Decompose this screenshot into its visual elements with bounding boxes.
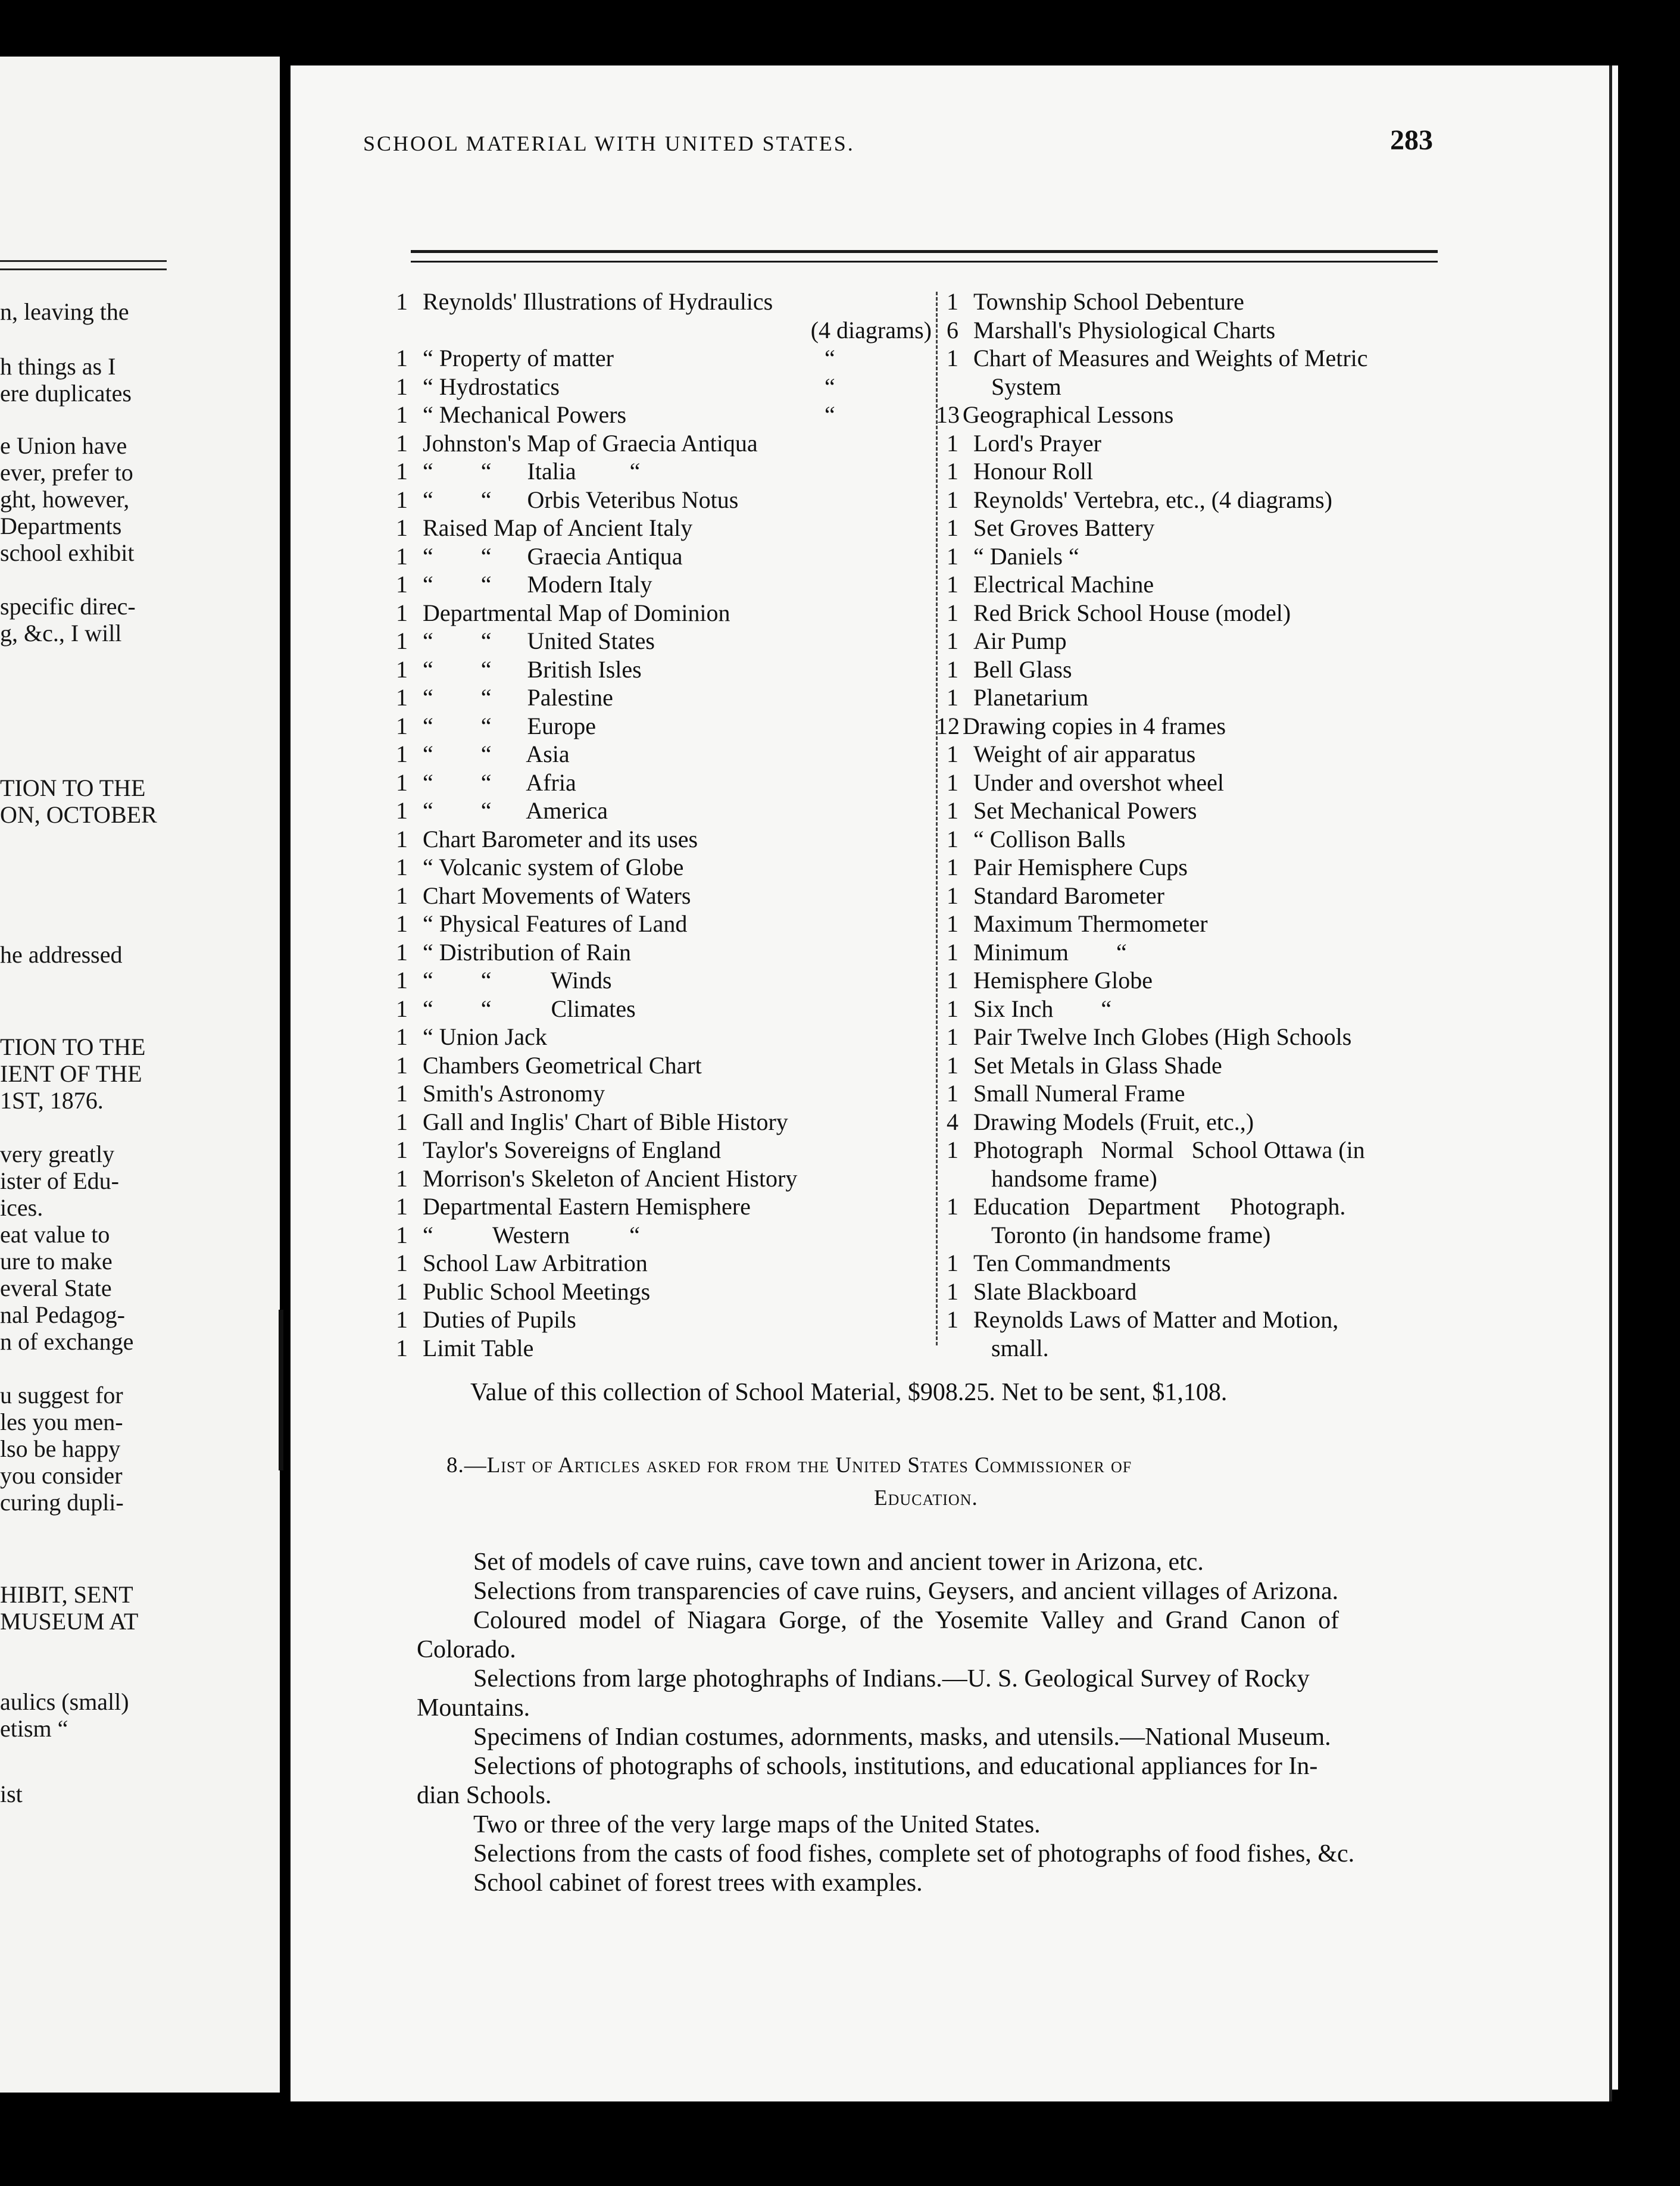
left-page-fragment: ist [0,1781,23,1807]
item-description: “ “ Europe [423,712,597,739]
item-line [947,853,1368,882]
item-description: “ “ Italia “ [423,458,641,485]
item-quantity: 1 [396,429,408,457]
item-quantity: 1 [947,967,958,994]
item-line [947,486,1368,514]
item-description: Limit Table [423,1334,534,1361]
left-page-fragment: specific direc- [0,593,136,620]
ditto-mark: “ [825,373,835,400]
item-quantity: 1 [396,571,408,598]
item-description: Under and overshot wheel [973,769,1224,796]
item-quantity: 1 [947,458,958,485]
item-description: Taylor's Sovereigns of England [423,1136,721,1163]
item-description: “ “ Palestine [423,684,613,711]
item-quantity: 1 [396,967,408,994]
item-description: Reynolds' Illustrations of Hydraulics [423,288,773,315]
item-quantity: 13 [936,401,960,428]
item-line [947,1249,1368,1278]
item-description: Education Department Photograph. [973,1193,1346,1220]
item-quantity: 1 [947,599,958,626]
item-description: Small Numeral Frame [973,1080,1185,1107]
left-item-column [396,288,932,1362]
left-page-fragment: MUSEUM AT [0,1608,139,1635]
item-quantity: 1 [947,1250,958,1276]
item-description: Chart of Measures and Weights of Metric [973,345,1368,371]
item-line [947,570,1368,599]
item-quantity: 1 [947,797,958,824]
paragraph-line: dian Schools. [417,1782,552,1809]
item-line [396,1136,932,1164]
gutter-mark [279,1310,283,1470]
item-line [947,797,1368,825]
item-description: Duties of Pupils [423,1306,576,1333]
paragraph-line: Selections from transparencies of cave ruins, Geysers, and ancient villages of Arizona. [473,1578,1339,1605]
item-line [396,1023,932,1051]
item-line [947,683,1368,712]
item-quantity: 1 [396,1108,408,1135]
item-quantity: 1 [396,1221,408,1248]
paragraph-line: Mountains. [417,1694,530,1722]
item-quantity: 1 [947,514,958,541]
item-line [936,712,1368,741]
item-quantity: 1 [947,910,958,937]
item-line [947,457,1368,486]
item-line [396,570,932,599]
item-quantity: 1 [947,542,958,570]
item-line [947,1136,1368,1164]
item-line [396,1249,932,1278]
item-description: Red Brick School House (model) [973,599,1291,626]
paragraph-line: Selections from the casts of food fishes, complete set of photographs of food fishes, &c. [473,1840,1355,1868]
item-line [947,995,1368,1023]
paragraph-line: Coloured model of Niagara Gorge, of the Yosemite Valley and Grand Canon of [473,1607,1339,1634]
item-description: Drawing copies in 4 frames [963,712,1226,739]
item-line [947,373,1368,401]
item-line [947,1051,1368,1080]
item-quantity: 1 [396,514,408,541]
item-line [396,1108,932,1136]
item-line [396,1306,932,1334]
item-line [396,514,932,542]
item-description: Electrical Machine [973,571,1154,598]
item-line [947,882,1368,910]
item-quantity: 1 [396,486,408,513]
item-description: Photograph Normal School Ottawa (in [973,1136,1365,1163]
item-description: “ “ Asia [423,741,570,767]
item-quantity: 1 [947,486,958,513]
item-description: Standard Barometer [973,882,1164,909]
item-quantity: 1 [947,769,958,796]
paragraph-line: Colorado. [417,1636,516,1663]
item-line [396,853,932,882]
item-description: “ “ Graecia Antiqua [423,542,683,570]
left-page-fragment: HIBIT, SENT [0,1581,133,1608]
item-description: Chart Barometer and its uses [423,825,698,852]
item-quantity: 1 [947,825,958,852]
item-description: Reynolds Laws of Matter and Motion, [973,1306,1339,1333]
left-page-fragment: TION TO THE [0,775,146,801]
item-description: “ Mechanical Powers [423,401,627,428]
item-description: Raised Map of Ancient Italy [423,514,693,541]
left-page-fragment: eat value to [0,1221,110,1248]
item-quantity: 1 [396,1306,408,1333]
item-quantity: 1 [396,1080,408,1107]
header-rule [411,250,1438,253]
item-line [947,514,1368,542]
item-description: “ Volcanic system of Globe [423,854,684,880]
item-description: Hemisphere Globe [973,967,1153,994]
item-description: Reynolds' Vertebra, etc., (4 diagrams) [973,486,1332,513]
item-description: Drawing Models (Fruit, etc.,) [973,1108,1254,1135]
section-heading-continued: Education. [874,1486,978,1510]
item-line [396,995,932,1023]
paragraph-line: Specimens of Indian costumes, adornments, masks, and utensils.—National Museum. [473,1723,1331,1751]
item-line [396,542,932,571]
item-quantity: 1 [396,741,408,767]
item-line [947,825,1368,854]
item-description: Departmental Eastern Hemisphere [423,1193,751,1220]
item-quantity: 1 [947,1051,958,1079]
item-line [396,288,932,316]
item-quantity: 1 [396,910,408,937]
item-quantity: 1 [947,571,958,598]
left-page-fragment: 1ST, 1876. [0,1087,104,1114]
left-page-fragment: n of exchange [0,1328,134,1355]
item-quantity: 1 [947,655,958,683]
item-line [396,825,932,854]
item-line [396,344,932,373]
left-page-fragment: IENT OF THE [0,1060,142,1087]
item-description: Bell Glass [973,655,1072,683]
left-page-fragment: nal Pedagog- [0,1301,125,1328]
item-description: Set Groves Battery [973,514,1155,541]
item-line [947,769,1368,797]
page-number: 283 [1390,124,1433,156]
item-line [396,712,932,741]
item-quantity: 1 [947,1023,958,1050]
left-page-fragment: you consider [0,1462,123,1489]
item-quantity: 1 [396,345,408,371]
item-quantity: 1 [396,938,408,966]
left-page-fragment: n, leaving the [0,298,129,325]
item-line [396,882,932,910]
item-line [396,1164,932,1193]
item-quantity: 1 [947,429,958,457]
item-description: “ “ Modern Italy [423,571,652,598]
paragraph-line: Selections of photographs of schools, institutions, and educational appliances for In- [473,1753,1318,1780]
item-description: Six Inch “ [973,995,1112,1022]
item-quantity: 1 [947,345,958,371]
item-line [396,797,932,825]
paragraph-line: Set of models of cave ruins, cave town and ancient tower in Arizona, etc. [473,1548,1204,1576]
item-line [947,1023,1368,1051]
item-description: Weight of air apparatus [973,741,1196,767]
item-line [947,938,1368,967]
item-quantity: 1 [947,741,958,767]
item-line [947,1221,1368,1250]
item-line [947,1334,1368,1363]
item-line [947,1164,1368,1193]
item-description: “ Daniels “ [973,542,1079,570]
item-line [947,429,1368,458]
section-heading: 8.—List of Articles asked for from the United States Commissioner of [446,1453,1132,1478]
item-quantity: 1 [396,655,408,683]
item-line [396,910,932,938]
left-page-fragment: ices. [0,1194,43,1221]
item-quantity: 1 [396,599,408,626]
item-quantity: 1 [396,401,408,428]
item-quantity: 1 [396,458,408,485]
item-description: Minimum “ [973,938,1127,966]
left-page-fragment: ght, however, [0,486,130,513]
item-line [396,1221,932,1250]
item-description: Ten Commandments [973,1250,1171,1276]
item-line [947,344,1368,373]
item-quantity: 1 [396,288,408,315]
item-description: Set Mechanical Powers [973,797,1197,824]
item-description: “ Hydrostatics [423,373,560,400]
item-line [396,429,932,458]
left-page-fragment: les you men- [0,1409,123,1435]
item-quantity: 1 [947,1080,958,1107]
item-description: Morrison's Skeleton of Ancient History [423,1164,798,1192]
item-line [396,599,932,627]
item-quantity: 1 [396,1193,408,1220]
collection-value-line: Value of this collection of School Material, $908.25. Net to be sent, $1,108. [470,1379,1228,1406]
item-description: Lord's Prayer [973,429,1101,457]
page-edge [1612,65,1618,2090]
item-description: (4 diagrams) [810,316,932,343]
item-description: “ “ Climates [423,995,636,1022]
item-line [396,373,932,401]
item-description: Pair Hemisphere Cups [973,854,1188,880]
item-quantity: 12 [936,712,960,739]
item-line [947,627,1368,655]
item-line [947,599,1368,627]
item-line [396,938,932,967]
item-quantity: 1 [947,288,958,315]
item-description: “ Distribution of Rain [423,938,631,966]
left-page-fragment: lso be happy [0,1435,121,1462]
item-description: “ “ Orbis Veteribus Notus [423,486,739,513]
item-description: Marshall's Physiological Charts [973,316,1276,343]
item-description: Set Metals in Glass Shade [973,1051,1222,1079]
item-quantity: 1 [396,995,408,1022]
item-quantity: 1 [396,825,408,852]
item-line [396,486,932,514]
item-description: “ “ Winds [423,967,612,994]
item-description: “ “ Afria [423,769,576,796]
item-quantity: 1 [947,995,958,1022]
item-line [396,740,932,769]
item-quantity: 1 [396,1278,408,1305]
item-line [396,655,932,684]
item-description: Public School Meetings [423,1278,651,1305]
item-description: “ Physical Features of Land [423,910,688,937]
item-description: Toronto (in handsome frame) [991,1221,1271,1248]
left-page-fragment: ever, prefer to [0,459,133,486]
left-page-fragment: school exhibit [0,539,135,566]
item-line [947,740,1368,769]
item-quantity: 1 [396,882,408,909]
item-description: Maximum Thermometer [973,910,1208,937]
item-description: “ Collison Balls [973,825,1126,852]
paragraph-line: School cabinet of forest trees with examples. [473,1869,923,1897]
left-page-fragment: ister of Edu- [0,1167,119,1194]
left-page-fragment: etism “ [0,1715,68,1742]
ditto-mark: “ [825,345,835,371]
item-line [396,1192,932,1221]
paragraph-line: Two or three of the very large maps of the United States. [473,1811,1041,1838]
item-quantity: 1 [947,1193,958,1220]
item-description: Slate Blackboard [973,1278,1137,1305]
item-description: Johnston's Map of Graecia Antiqua [423,429,758,457]
item-description: Planetarium [973,684,1089,711]
item-description: Township School Debenture [973,288,1244,315]
item-description: “ Property of matter [423,345,614,371]
item-line [947,316,1368,345]
item-quantity: 1 [396,712,408,739]
item-line [947,966,1368,995]
item-quantity: 1 [396,1164,408,1192]
left-page-fragment: ere duplicates [0,380,132,407]
item-line [396,1278,932,1306]
item-line [396,966,932,995]
left-page-fragment: g, &c., I will [0,620,122,647]
item-line [396,1051,932,1080]
left-page-fragment: e Union have [0,432,127,459]
item-quantity: 1 [947,854,958,880]
item-line [947,1108,1368,1136]
item-description: “ Union Jack [423,1023,547,1050]
item-description: handsome frame) [991,1164,1157,1192]
left-page-fragment: everal State [0,1275,112,1301]
item-line [396,683,932,712]
facing-left-page [0,57,280,2093]
item-quantity: 1 [947,882,958,909]
item-line [936,401,1368,429]
item-quantity: 1 [396,542,408,570]
item-quantity: 1 [947,684,958,711]
item-description: Gall and Inglis' Chart of Bible History [423,1108,788,1135]
header-rule-thin [411,261,1438,263]
item-quantity: 1 [396,1023,408,1050]
item-description: small. [991,1334,1049,1361]
left-page-fragment: u suggest for [0,1382,123,1409]
item-line [396,1334,932,1363]
item-description: “ “ United States [423,627,655,654]
item-quantity: 1 [947,1136,958,1163]
left-page-fragment: ure to make [0,1248,113,1275]
item-line [947,1079,1368,1108]
item-quantity: 1 [947,1306,958,1333]
item-quantity: 1 [396,769,408,796]
left-page-fragment: very greatly [0,1141,115,1167]
item-line [947,542,1368,571]
left-page-fragment: ON, OCTOBER [0,801,157,828]
running-title: SCHOOL MATERIAL WITH UNITED STATES. [363,132,855,155]
left-page-fragment: h things as I [0,353,116,380]
left-page-fragment: he addressed [0,941,123,968]
item-description: “ “ America [423,797,608,824]
item-line [947,1306,1368,1334]
item-description: Air Pump [973,627,1067,654]
item-description: Departmental Map of Dominion [423,599,730,626]
item-quantity: 1 [396,684,408,711]
item-line [396,457,932,486]
left-page-rule [0,260,167,262]
left-page-rule [0,268,167,270]
item-quantity: 1 [396,1250,408,1276]
left-page-fragment: curing dupli- [0,1489,124,1516]
item-description: System [991,373,1061,400]
item-quantity: 1 [947,938,958,966]
left-page-fragment: aulics (small) [0,1688,129,1715]
item-quantity: 1 [396,854,408,880]
ditto-mark: “ [825,401,835,428]
item-line [396,316,932,345]
item-description: Chart Movements of Waters [423,882,691,909]
item-line [396,769,932,797]
left-page-fragment: TION TO THE [0,1033,146,1060]
item-quantity: 1 [396,797,408,824]
item-description: Smith's Astronomy [423,1080,605,1107]
item-quantity: 1 [396,1334,408,1361]
item-description: Pair Twelve Inch Globes (High Schools [973,1023,1352,1050]
left-page-fragment: Departments [0,513,122,539]
column-divider [936,292,938,1345]
item-quantity: 1 [947,1278,958,1305]
item-quantity: 1 [396,627,408,654]
item-quantity: 1 [396,1136,408,1163]
paragraph-line: Selections from large photoghraphs of Indians.—U. S. Geological Survey of Rocky [473,1665,1310,1692]
item-line [947,655,1368,684]
item-line [396,1079,932,1108]
item-description: “ “ British Isles [423,655,642,683]
item-description: Chambers Geometrical Chart [423,1051,702,1079]
item-line [947,910,1368,938]
right-item-column [936,288,1368,1362]
item-line [947,1192,1368,1221]
item-quantity: 6 [947,316,958,343]
item-description: School Law Arbitration [423,1250,648,1276]
item-line [396,401,932,429]
item-line [947,1278,1368,1306]
item-line [396,627,932,655]
item-description: “ Western “ [423,1221,640,1248]
requested-articles-paragraph [417,1548,1354,1898]
item-quantity: 1 [396,373,408,400]
item-description: Geographical Lessons [963,401,1174,428]
item-description: Honour Roll [973,458,1094,485]
item-quantity: 1 [947,627,958,654]
item-line [947,288,1368,316]
item-quantity: 1 [396,1051,408,1079]
item-quantity: 4 [947,1108,958,1135]
